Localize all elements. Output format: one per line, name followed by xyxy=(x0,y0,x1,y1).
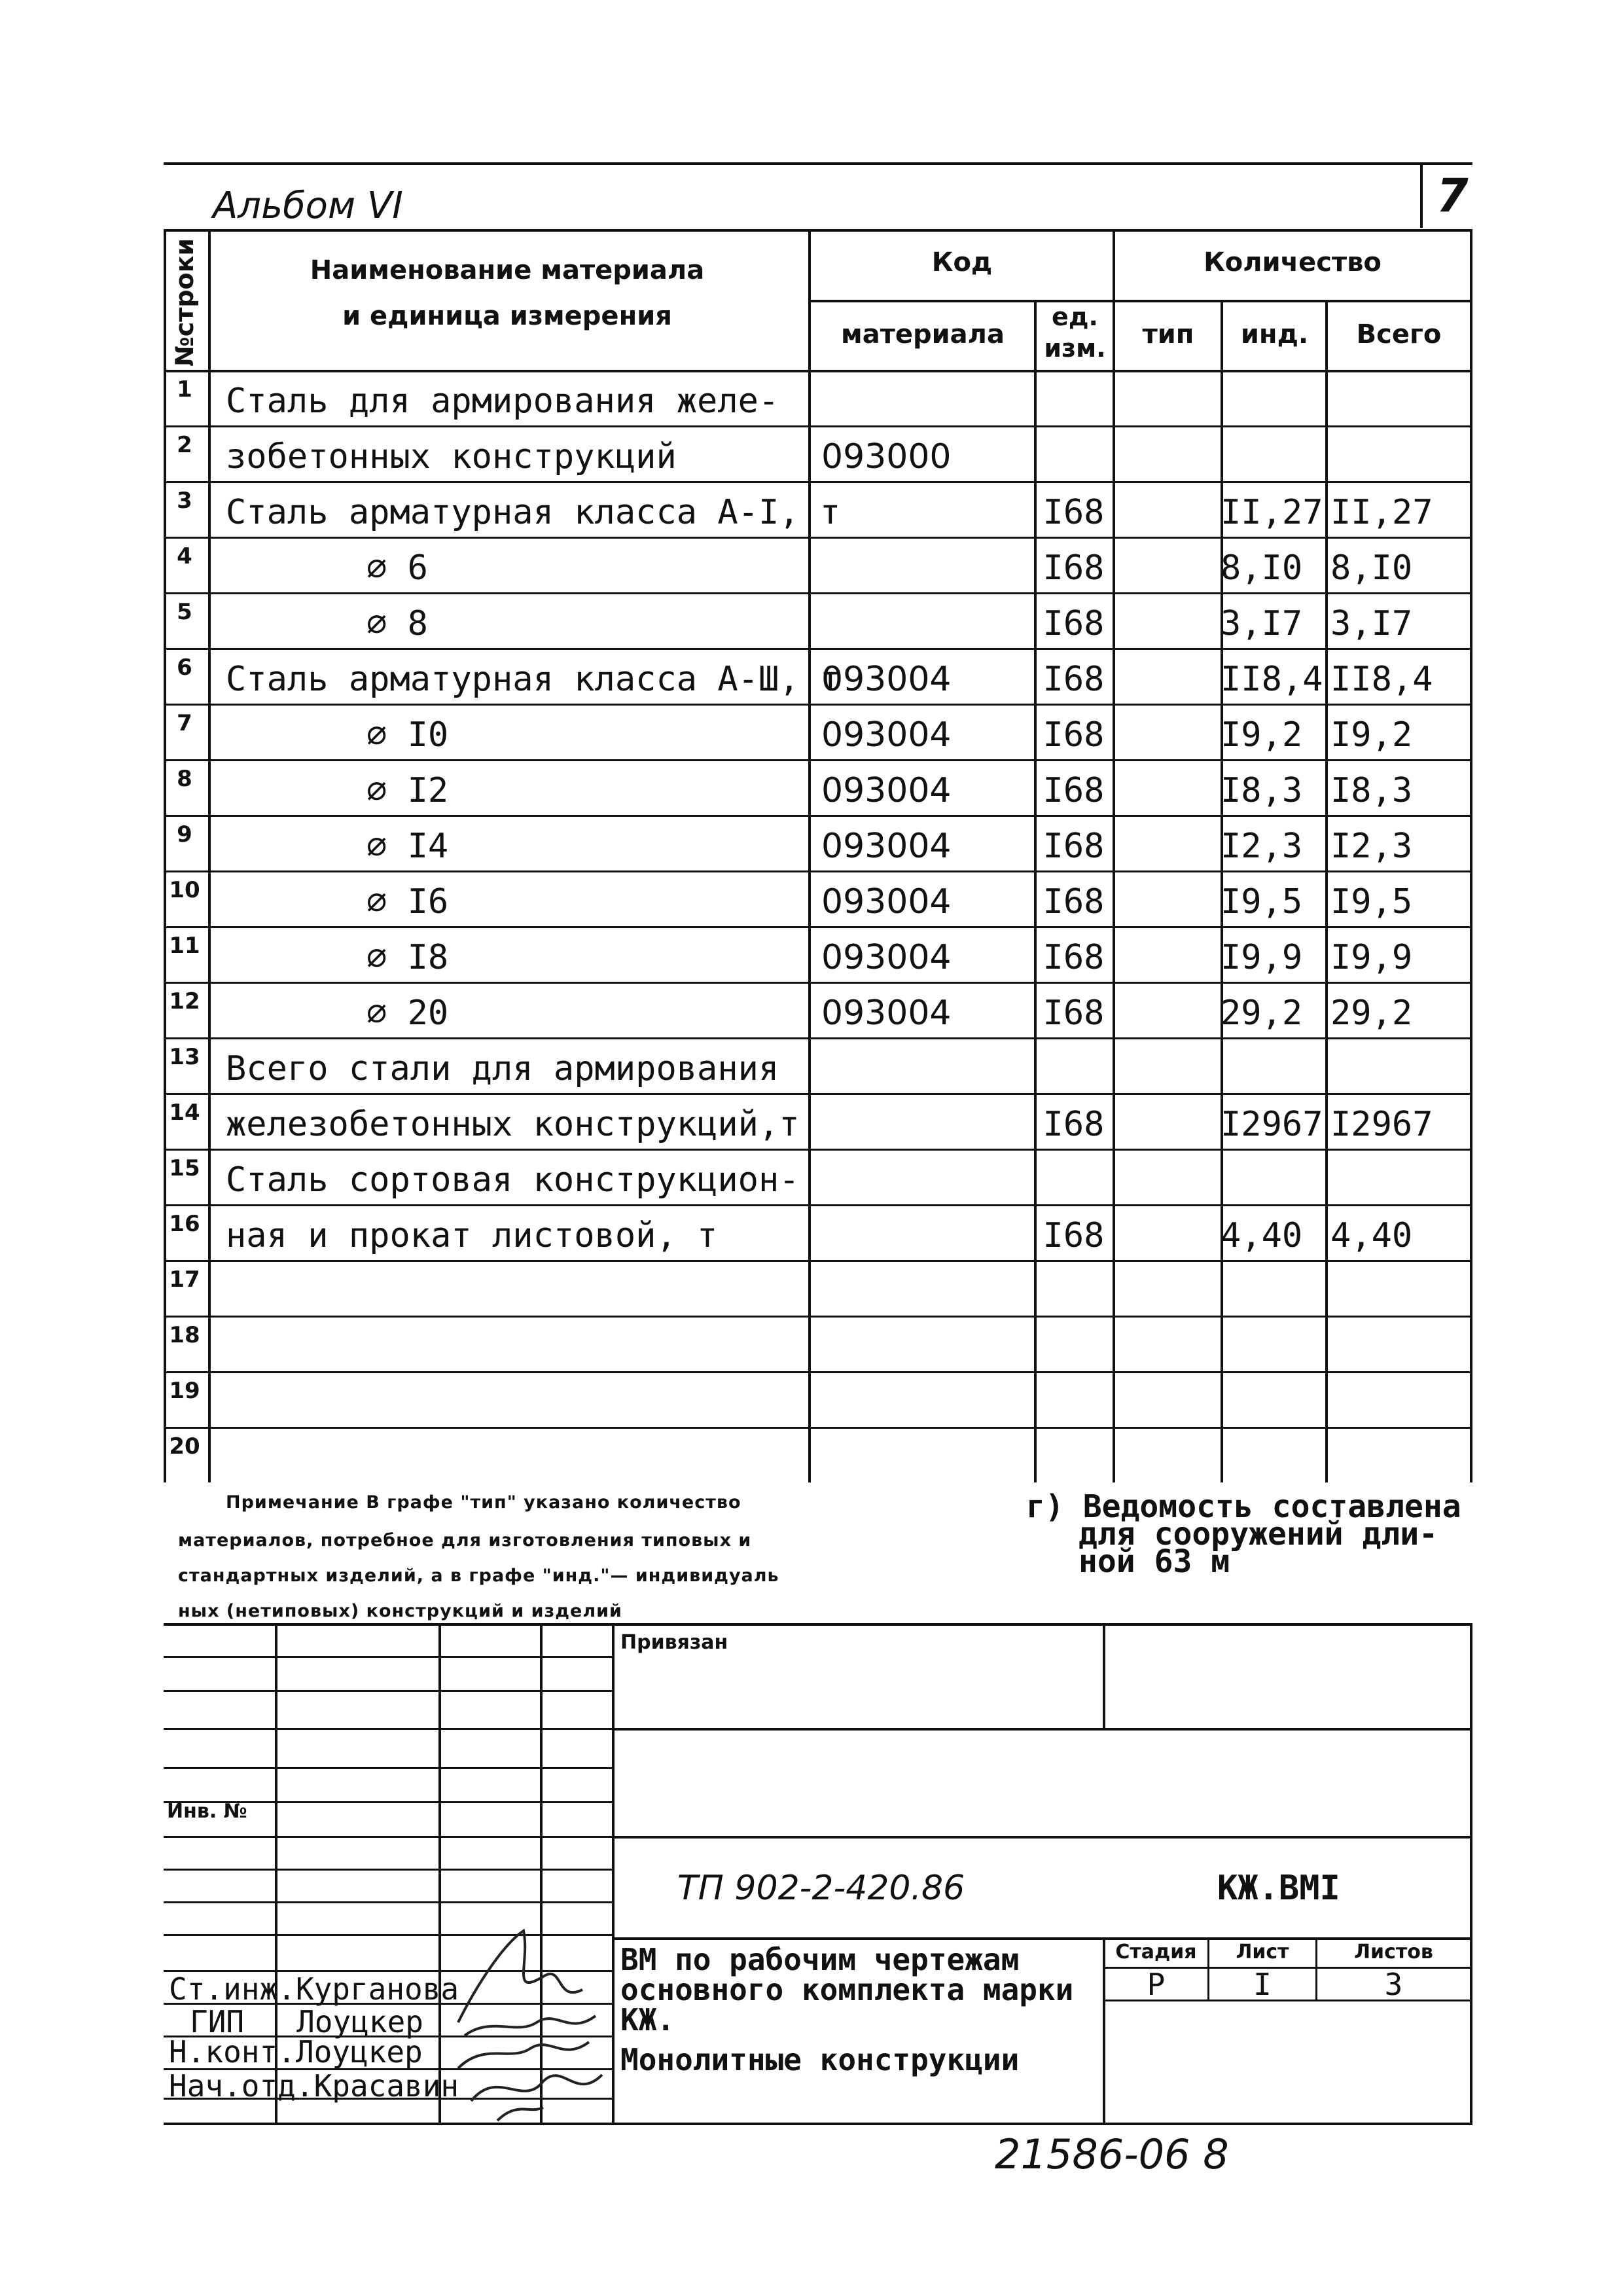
tb-right-h1 xyxy=(612,1728,1472,1731)
cell-total: 4,40 xyxy=(1330,1216,1413,1255)
archive-number: 21586-06 8 xyxy=(995,2130,1229,2178)
staff-name: Лоуцкер xyxy=(295,2034,423,2070)
cell-num: 10 xyxy=(169,877,200,903)
cell-name: ∅ 8 xyxy=(366,604,428,643)
tb-right-h3 xyxy=(612,1937,1472,1940)
cell-name: Сталь для армирования желе- xyxy=(226,382,779,421)
code-group-header: Код xyxy=(931,247,993,278)
code-material-header: материала xyxy=(841,319,1005,350)
cell-ind: II8,4 xyxy=(1221,660,1323,699)
cell-code: 093004 xyxy=(821,771,952,810)
cell-ind: I2967 xyxy=(1221,1105,1323,1144)
sheet-label: Лист xyxy=(1236,1941,1289,1964)
cell-total: I2,3 xyxy=(1330,827,1413,866)
cell-num: 5 xyxy=(177,599,192,625)
code-unit-header-line2: изм. xyxy=(1044,334,1106,363)
staff-role: Нач.отд. xyxy=(169,2068,314,2104)
table-row-divider xyxy=(164,815,1471,817)
cell-total: II,27 xyxy=(1330,493,1433,532)
title-line3: КЖ. xyxy=(620,2002,675,2037)
note-line4: ных (нетиповых) конструкций и изделий xyxy=(178,1601,622,1621)
cell-num: 1 xyxy=(177,376,192,403)
cell-total: I2967 xyxy=(1330,1105,1433,1144)
cell-num: 16 xyxy=(169,1211,200,1237)
table-row-divider xyxy=(164,537,1471,539)
cell-num: 13 xyxy=(169,1044,200,1070)
remark-line1: г) Ведомость составлена xyxy=(1026,1488,1461,1525)
note-line2: материалов, потребное для изготовления типовых и xyxy=(178,1530,752,1551)
title-line1: ВМ по рабочим чертежам xyxy=(620,1942,1020,1977)
cell-num: 19 xyxy=(169,1378,200,1404)
cell-name: ∅ I0 xyxy=(366,715,449,755)
tb-h-left-6 xyxy=(164,1836,612,1838)
header-bottom-line xyxy=(164,370,1472,372)
cell-ind: I9,2 xyxy=(1221,715,1303,755)
staff-row-4 xyxy=(169,2068,459,2104)
name-header-line1: Наименование материала xyxy=(310,255,705,285)
cell-name: Сталь арматурная класса А-Ш, т xyxy=(226,660,841,699)
cell-name: ∅ I6 xyxy=(366,882,449,922)
cell-num: 7 xyxy=(177,710,192,736)
cell-unit: I68 xyxy=(1043,660,1105,699)
staff-row-1 xyxy=(169,1971,459,2007)
table-row-divider xyxy=(164,704,1471,706)
table-row-divider xyxy=(164,1260,1471,1262)
cell-unit: I68 xyxy=(1043,994,1105,1033)
cell-name: ∅ 6 xyxy=(366,548,428,588)
cell-total: I8,3 xyxy=(1330,771,1413,810)
cell-num: 8 xyxy=(177,766,192,792)
cell-code: 093000 xyxy=(821,437,952,476)
cell-name: ная и прокат листовой, т xyxy=(226,1216,718,1255)
tb-privyazan-divider xyxy=(1103,1623,1105,1728)
sheet-value: I xyxy=(1253,1967,1272,2002)
note-line3: стандартных изделий, а в графе "инд."— индивидуаль xyxy=(178,1566,779,1586)
cell-code: 093004 xyxy=(821,715,952,755)
sheet-code: КЖ.ВМI xyxy=(1217,1869,1340,1908)
table-row-divider xyxy=(164,870,1471,872)
stage-value: Р xyxy=(1147,1967,1166,2002)
cell-num: 14 xyxy=(169,1100,200,1126)
qty-ind-header: инд. xyxy=(1240,319,1309,350)
tb-h-left-1 xyxy=(164,1656,612,1658)
stage-label: Стадия xyxy=(1115,1941,1197,1964)
staff-role: Ст.инж. xyxy=(169,1971,296,2007)
cell-num: 18 xyxy=(169,1322,200,1348)
staff-role: ГИП xyxy=(190,2004,245,2039)
tb-h-left-7 xyxy=(164,1869,612,1871)
tb-right-line xyxy=(1470,1623,1472,2124)
table-row-divider xyxy=(164,982,1471,984)
cell-code: 093004 xyxy=(821,994,952,1033)
cell-code: 093004 xyxy=(821,882,952,922)
cell-total: I9,5 xyxy=(1330,882,1413,922)
remark-line2: для сооружений дли- xyxy=(1079,1516,1438,1552)
qty-total-header: Всего xyxy=(1356,319,1442,350)
staff-role: Н.конт. xyxy=(169,2034,296,2070)
cell-num: 17 xyxy=(169,1266,200,1293)
table-row-divider xyxy=(164,1371,1471,1373)
project-code: ТП 902-2-420.86 xyxy=(677,1869,965,1908)
cell-unit: I68 xyxy=(1043,938,1105,977)
top-border-line xyxy=(164,162,1472,165)
page-number-box-divider xyxy=(1420,162,1423,228)
cell-num: 4 xyxy=(177,543,192,569)
sheets-value: 3 xyxy=(1384,1967,1403,2002)
cell-ind: 29,2 xyxy=(1221,994,1303,1033)
cell-num: 11 xyxy=(169,933,200,959)
cell-unit: I68 xyxy=(1043,771,1105,810)
staff-row-3 xyxy=(169,2034,423,2070)
cell-total: II8,4 xyxy=(1330,660,1433,699)
cell-total: I9,2 xyxy=(1330,715,1413,755)
header-top-line xyxy=(164,229,1472,232)
page-number: 7 xyxy=(1436,169,1469,223)
table-row-divider xyxy=(164,425,1471,427)
cell-unit: I68 xyxy=(1043,715,1105,755)
cell-ind: I8,3 xyxy=(1221,771,1303,810)
cell-unit: I68 xyxy=(1043,548,1105,588)
name-header-line2: и единица измерения xyxy=(342,301,672,331)
cell-name: зобетонных конструкций xyxy=(226,437,677,476)
cell-ind: I9,9 xyxy=(1221,938,1303,977)
table-row-divider xyxy=(164,1427,1471,1429)
table-row-divider xyxy=(164,1037,1471,1039)
cell-code: 093004 xyxy=(821,938,952,977)
cell-unit: I68 xyxy=(1043,882,1105,922)
cell-unit: I68 xyxy=(1043,604,1105,643)
table-row-divider xyxy=(164,481,1471,483)
cell-unit: I68 xyxy=(1043,493,1105,532)
cell-num: 6 xyxy=(177,655,192,681)
cell-num: 2 xyxy=(177,432,192,458)
staff-name: Красавин xyxy=(313,2068,459,2104)
qty-group-header: Количество xyxy=(1204,247,1382,278)
cell-total: I9,9 xyxy=(1330,938,1413,977)
cell-unit: I68 xyxy=(1043,827,1105,866)
cell-ind: 3,I7 xyxy=(1221,604,1303,643)
cell-code: 093004 xyxy=(821,827,952,866)
cell-ind: 4,40 xyxy=(1221,1216,1303,1255)
table-row-divider xyxy=(164,1093,1471,1095)
cell-code: 093004 xyxy=(821,660,952,699)
cell-name: Всего стали для армирования xyxy=(226,1049,779,1088)
qty-type-header: тип xyxy=(1142,319,1194,350)
tb-top-line xyxy=(164,1623,1472,1626)
tb-right-h2 xyxy=(612,1836,1472,1839)
cell-ind: I9,5 xyxy=(1221,882,1303,922)
tb-h-left-2 xyxy=(164,1690,612,1692)
staff-name: Лоуцкер xyxy=(296,2004,423,2039)
cell-total: 29,2 xyxy=(1330,994,1413,1033)
cell-total: 8,I0 xyxy=(1330,548,1413,588)
table-row-divider xyxy=(164,1204,1471,1206)
staff-name: Курганова xyxy=(295,1971,459,2007)
cell-ind: 8,I0 xyxy=(1221,548,1303,588)
table-row-divider xyxy=(164,592,1471,594)
cell-name: ∅ I4 xyxy=(366,827,449,866)
table-row-divider xyxy=(164,1149,1471,1151)
cell-name: ∅ I8 xyxy=(366,938,449,977)
table-vertical-line xyxy=(1325,300,1328,1482)
tb-h-left-4 xyxy=(164,1767,612,1769)
cell-ind: I2,3 xyxy=(1221,827,1303,866)
table-row-divider xyxy=(164,1316,1471,1318)
tb-h-left-8 xyxy=(164,1901,612,1903)
cell-name: ∅ 20 xyxy=(366,994,449,1033)
sheets-label: Листов xyxy=(1354,1941,1433,1964)
cell-total: 3,I7 xyxy=(1330,604,1413,643)
title-line4: Монолитные конструкции xyxy=(620,2042,1020,2077)
title-line2: основного комплекта марки xyxy=(620,1972,1074,2007)
album-label: Альбом VI xyxy=(213,185,403,227)
tb-h-left-3 xyxy=(164,1728,612,1730)
cell-num: 15 xyxy=(169,1155,200,1181)
table-row-divider xyxy=(164,926,1471,928)
table-vertical-line xyxy=(208,229,211,1482)
cell-name: ∅ I2 xyxy=(366,771,449,810)
table-vertical-line xyxy=(1470,229,1472,1482)
signatures-scribble xyxy=(432,1905,628,2127)
table-vertical-line xyxy=(164,229,166,1482)
cell-ind: II,27 xyxy=(1221,493,1323,532)
table-vertical-line xyxy=(1034,300,1037,1482)
tb-stage-left xyxy=(1103,1937,1105,2124)
cell-num: 3 xyxy=(177,488,192,514)
cell-name: Сталь арматурная класса А-I, т xyxy=(226,493,841,532)
tb-bottom-line xyxy=(164,2123,1472,2125)
cell-unit: I68 xyxy=(1043,1105,1105,1144)
code-unit-header-line1: ед. xyxy=(1052,302,1098,331)
cell-num: 12 xyxy=(169,988,200,1014)
table-row-divider xyxy=(164,648,1471,650)
table-row-divider xyxy=(164,759,1471,761)
cell-num: 20 xyxy=(169,1433,200,1460)
cell-name: Сталь сортовая конструкцион- xyxy=(226,1160,800,1200)
inv-no-label: Инв. № xyxy=(167,1800,247,1823)
header-mid-line xyxy=(808,300,1472,302)
table-vertical-line xyxy=(1113,229,1115,1482)
cell-num: 9 xyxy=(177,821,192,848)
row-number-header: №строки xyxy=(170,238,199,367)
note-line1: Примечание В графе "тип" указано количество xyxy=(226,1492,741,1513)
cell-name: железобетонных конструкций,т xyxy=(226,1105,800,1144)
cell-unit: I68 xyxy=(1043,1216,1105,1255)
remark-line3: ной 63 м xyxy=(1079,1543,1230,1580)
table-vertical-line xyxy=(808,229,811,1482)
privyazan-label: Привязан xyxy=(620,1631,728,1654)
